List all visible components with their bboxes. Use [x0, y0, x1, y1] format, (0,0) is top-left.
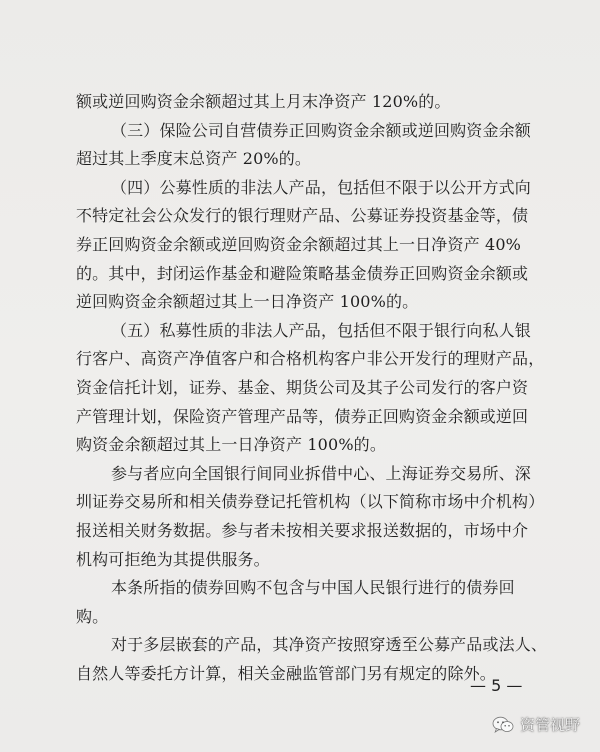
text-line: （三）保险公司自营债券正回购资金余额或逆回购资金余额: [111, 120, 531, 140]
text-line: 自然人等委托方计算，相关金融监管部门另有规定的除外。: [76, 663, 496, 683]
source-watermark: [492, 714, 580, 735]
text-line: 本条所指的债券回购不包含与中国人民银行进行的债券回: [111, 578, 515, 598]
watermark-text: 资管视野: [519, 716, 580, 734]
text-line: 参与者应向全国银行间同业拆借中心、上海证券交易所、深: [111, 463, 531, 483]
text-line: （五）私募性质的非法人产品，包括但不限于银行向私人银: [111, 320, 531, 340]
text-line: 资金信托计划，证券、基金、期货公司及其子公司发行的客户资: [76, 377, 529, 397]
text-line: 不特定社会公众发行的银行理财产品、公募证券投资基金等，债: [76, 206, 529, 226]
text-line: 圳证券交易所和相关债券登记托管机构（以下简称市场中介机构）: [76, 492, 545, 512]
text-line: （四）公募性质的非法人产品，包括但不限于以公开方式向: [111, 177, 531, 197]
text-line: 对于多层嵌套的产品，其净资产按照穿透至公募产品或法人、: [111, 635, 548, 655]
text-line: 券正回购资金余额或逆回购资金余额超过其上一日净资产 40%: [76, 234, 521, 254]
text-line: 逆回购资金余额超过其上一日净资产 100%的。: [76, 292, 419, 312]
text-line: 机构可拒绝为其提供服务。: [76, 549, 270, 569]
text-line: 行客户、高资产净值客户和合格机构客户非公开发行的理财产品，: [76, 349, 545, 369]
text-line: 额或逆回购资金余额超过其上月末净资产 120%的。: [76, 92, 451, 111]
text-line: 的。其中，封闭运作基金和避险策略基金债券正回购资金余额或: [76, 263, 529, 283]
page-number: — 5 —: [470, 676, 523, 695]
text-line: 购。: [76, 606, 109, 626]
wechat-bubble-icon: [492, 716, 514, 734]
text-line: 报送相关财务数据。参与者未按相关要求报送数据的，市场中介: [76, 520, 529, 540]
document-body: [76, 88, 550, 688]
text-line: 产管理计划，保险资产管理产品等，债券正回购资金余额或逆回: [76, 406, 529, 426]
text-line: 购资金余额超过其上一日净资产 100%的。: [76, 435, 386, 455]
text-line: 超过其上季度末总资产 20%的。: [76, 149, 312, 169]
